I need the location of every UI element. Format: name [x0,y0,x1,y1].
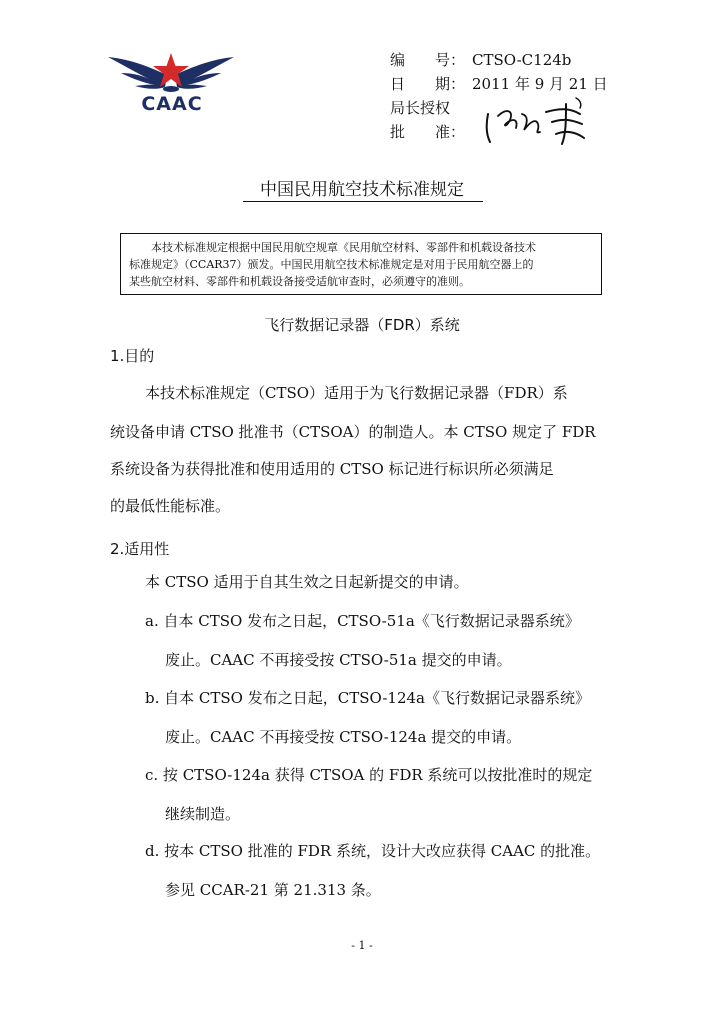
approval-label: 批 准： [390,123,466,141]
list-item-continuation: 废止。CAAC 不再接受按 CTSO-51a 提交的申请。 [165,651,512,669]
list-item: d. 按本 CTSO 批准的 FDR 系统，设计大改应获得 CAAC 的批准。 [145,842,601,860]
regulation-notice-box [120,233,602,295]
paragraph-line: 系统设备为获得批准和使用适用的 CTSO 标记进行标识所必须满足 [110,460,554,478]
paragraph-line: 统设备申请 CTSO 批准书（CTSOA）的制造人。本 CTSO 规定了 FDR [110,423,596,441]
list-item: a. 自本 CTSO 发布之日起，CTSO-51a《飞行数据记录器系统》 [145,612,580,630]
list-item-continuation: 废止。CAAC 不再接受按 CTSO-124a 提交的申请。 [165,728,522,746]
caac-logo-text: CAAC [141,93,203,115]
notice-line: 某些航空材料、零部件和机载设备接受适航审查时，必须遵守的准则。 [129,275,470,288]
document-date [390,74,608,95]
document-date-value: 2011 年 9 月 21 日 [472,75,608,93]
page-number: - 1 - [351,939,373,952]
paragraph-line: 本 CTSO 适用于自其生效之日起新提交的申请。 [145,573,469,591]
document-date-label: 日 期： [390,75,466,93]
notice-line: 标准规定》（CCAR37）颁发。中国民用航空技术标准规定是对用于民用航空器上的 [129,258,534,271]
list-item: b. 自本 CTSO 发布之日起，CTSO-124a《飞行数据记录器系统》 [145,689,590,707]
document-number-value: CTSO-C124b [472,51,572,69]
section-heading-purpose: 1.目的 [110,347,155,365]
paragraph-line: 本技术标准规定（CTSO）适用于为飞行数据记录器（FDR）系 [145,384,568,402]
document-title: 中国民用航空技术标准规定 [260,180,464,200]
handwritten-signature [480,94,600,150]
list-item: c. 按 CTSO-124a 获得 CTSOA 的 FDR 系统可以按批准时的规定 [145,766,593,784]
paragraph-line: 的最低性能标准。 [110,497,231,515]
list-item-continuation: 继续制造。 [165,805,241,823]
title-underline [243,201,483,202]
notice-line: 本技术标准规定根据中国民用航空规章《民用航空材料、零部件和机载设备技术 [151,241,536,254]
authorization-label: 局长授权 [390,99,451,117]
document-subtitle: 飞行数据记录器（FDR）系统 [264,316,460,334]
list-item-continuation: 参见 CCAR-21 第 21.313 条。 [165,881,381,899]
section-heading-applicability: 2.适用性 [110,540,170,558]
document-number-label: 编 号： [390,51,466,69]
document-number [390,50,571,71]
